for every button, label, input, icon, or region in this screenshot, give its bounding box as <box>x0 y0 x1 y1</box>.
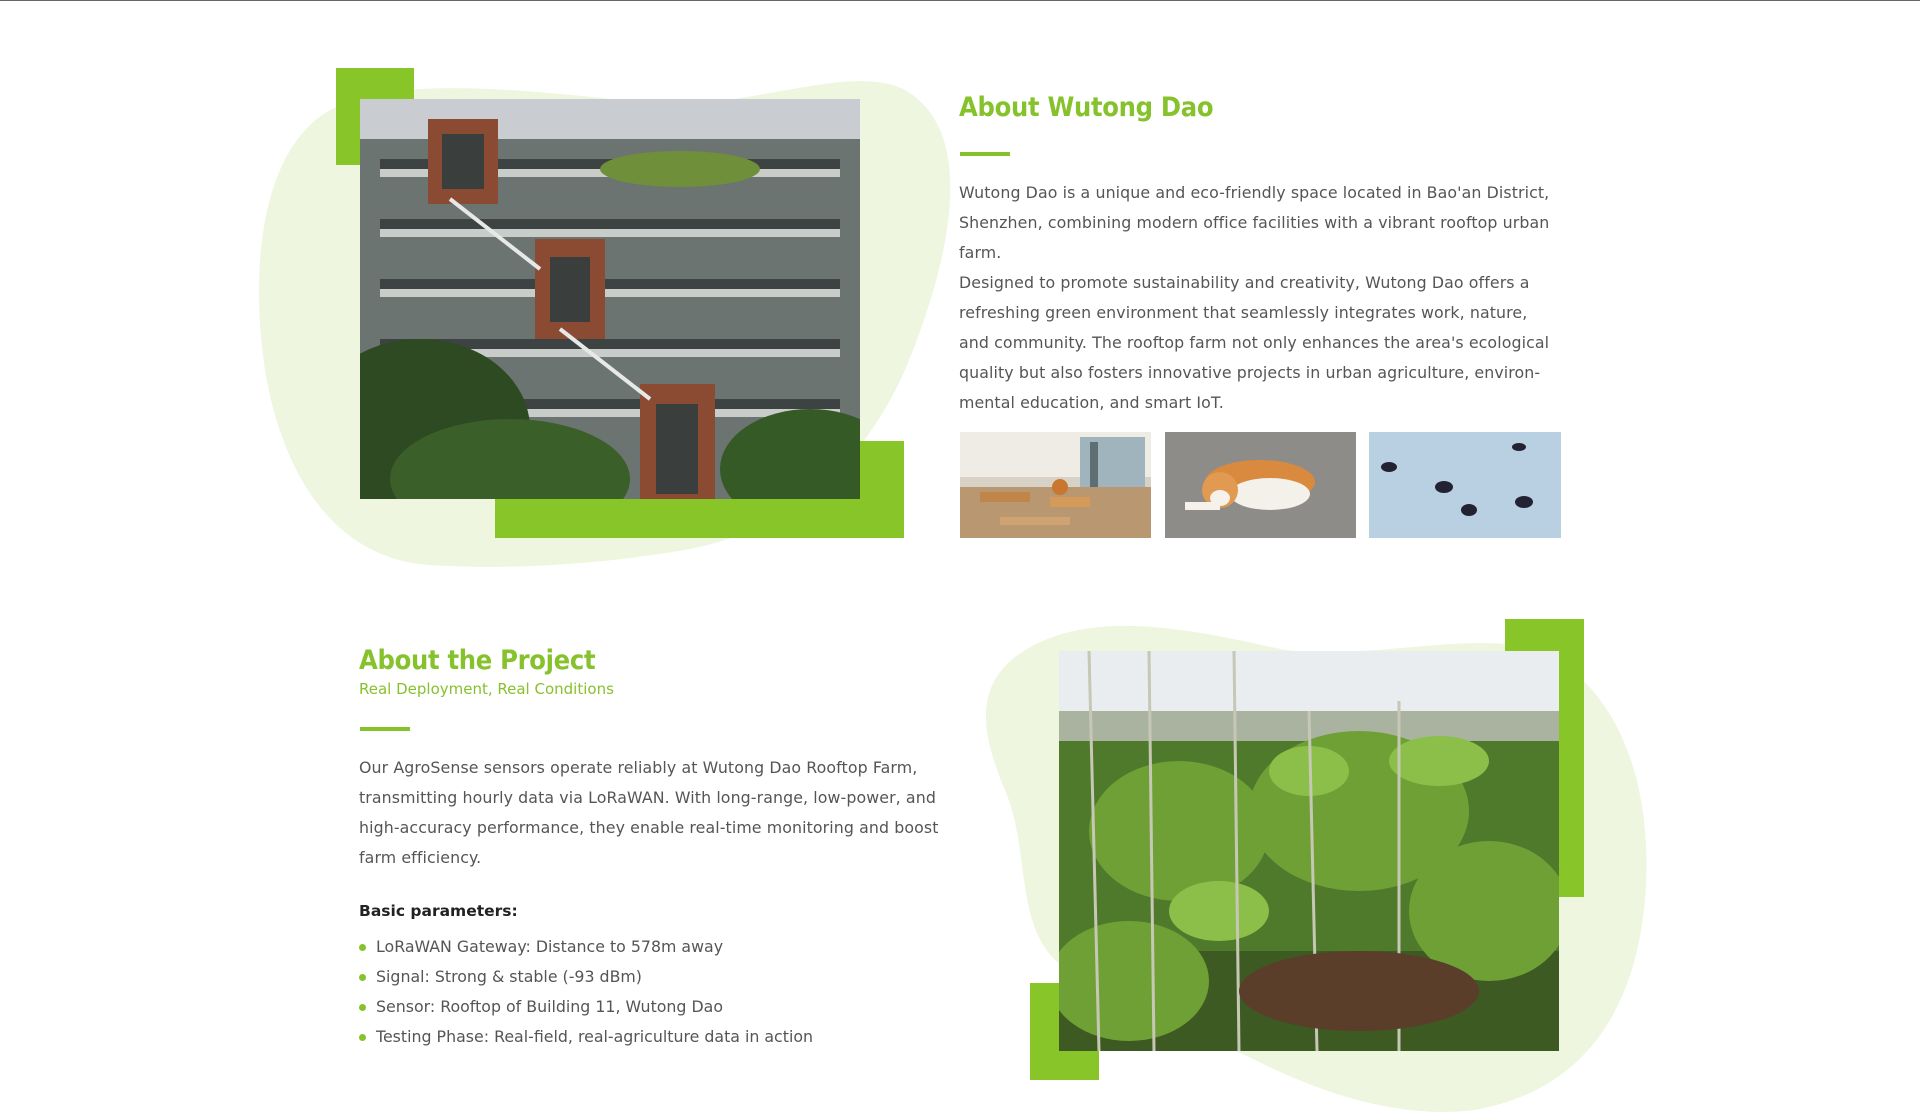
project-title: About the Project <box>359 645 596 676</box>
list-item: Testing Phase: Real-field, real-agriculture data in action <box>359 1022 813 1052</box>
params-list <box>359 932 813 1052</box>
list-item: Sensor: Rooftop of Building 11, Wutong Dao <box>359 992 813 1022</box>
building-photo <box>360 99 860 499</box>
cat-thumbnail <box>1165 432 1356 538</box>
project-description: Our AgroSense sensors operate reliably at Wutong Dao Rooftop Farm, transmitting hourly data via LoRaWAN. With long-range, low-power, and high-accuracy performance, they enable real-time monitoring and boost farm efficiency. <box>359 758 939 867</box>
project-title-underline <box>360 727 410 731</box>
title-underline <box>960 152 1010 156</box>
about-description <box>959 178 1559 418</box>
rooftop-farm-photo <box>1059 651 1559 1051</box>
list-item: Signal: Strong & stable (-93 dBm) <box>359 962 813 992</box>
list-item: LoRaWAN Gateway: Distance to 578m away <box>359 932 813 962</box>
ducks-thumbnail <box>1369 432 1561 538</box>
about-title: About Wutong Dao <box>959 92 1214 123</box>
top-border <box>0 0 1920 1</box>
about-paragraph-1: Wutong Dao is a unique and eco-friendly space located in Bao'an District, Shenzhen, combining modern office facilities with a vibrant rooftop urban farm. <box>959 183 1550 262</box>
office-interior-thumbnail <box>960 432 1151 538</box>
project-subtitle: Real Deployment, Real Conditions <box>359 680 614 698</box>
params-title: Basic parameters: <box>359 902 518 920</box>
about-paragraph-2: Designed to promote sustainability and creativity, Wutong Dao offers a refreshing green environment that seamlessly integrates work, nature, and community. The rooftop farm not only enhances the area's ecological quality but also fosters innovative projects in urban agriculture, environ-mental education, and smart IoT. <box>959 273 1550 412</box>
